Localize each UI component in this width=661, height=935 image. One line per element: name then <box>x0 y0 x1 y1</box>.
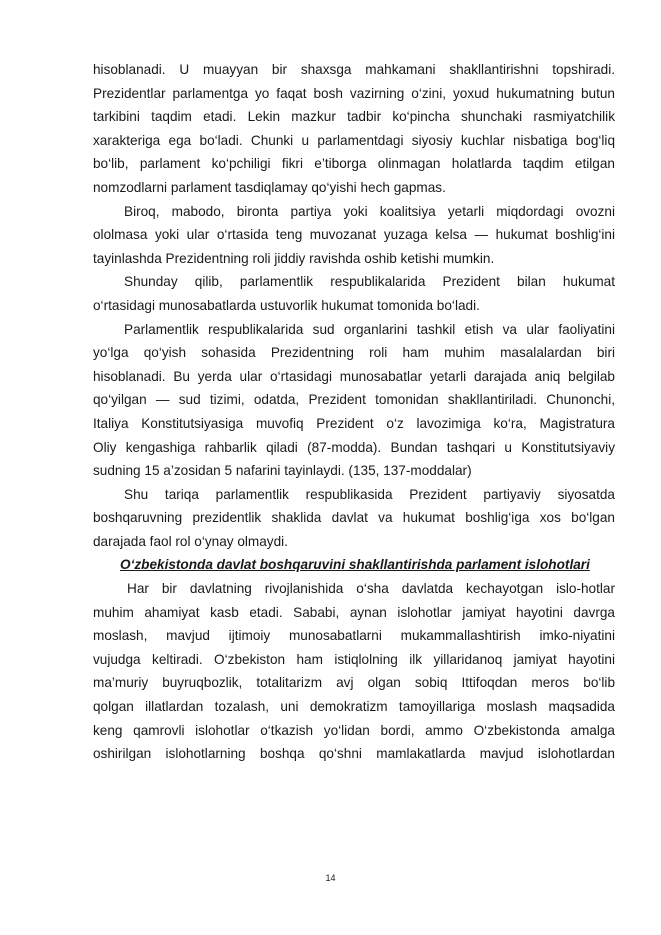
body-text <box>93 58 615 766</box>
text-line: sudning 15 a’zosidan 5 nafarini tayinlaydi. (135, 137-moddalar) <box>93 463 472 479</box>
page-number: 14 <box>325 873 336 883</box>
text-line: qo‘yilgan — sud tizimi, odatda, Prezident tomonidan shakllantiriladi. Chunonchi, <box>93 392 615 408</box>
text-line: Italiya Konstitutsiyasiga muvofiq Prezident o‘z lavozimiga ko‘ra, Magistratura <box>93 415 615 431</box>
text-line: moslash, mavjud ijtimoiy munosabatlarni mukammallashtirish imko-niyatini <box>93 628 615 644</box>
text-line: Shunday qilib, parlamentlik respublikalarida Prezident bilan hukumat <box>124 274 615 290</box>
text-line: keng qamrovli islohotlar o‘tkazish yo‘lidan bordi, ammo O‘zbekistonda amalga <box>93 722 615 738</box>
text-line: boshqaruvning prezidentlik shaklida davlat va hukumat boshlig‘iga xos bo‘lgan <box>93 510 615 526</box>
text-line: o‘rtasidagi munosabatlarda ustuvorlik hukumat tomonida bo‘ladi. <box>93 297 480 313</box>
text-line: hisoblanadi. Bu yerda ular o‘rtasidagi munosabatlar yetarli darajada aniq belgilab <box>93 368 615 384</box>
text-line: bo‘lib, parlament ko‘pchiligi fikri e’tiborga olinmagan holatlarda taqdim etilgan <box>93 156 615 172</box>
text-line: muhim ahamiyat kasb etadi. Sababi, aynan islohotlar jamiyat hayotini davrga <box>93 604 615 620</box>
text-line: nomzodlarni parlament tasdiqlamay qo‘yishi hech gapmas. <box>93 179 446 195</box>
text-line: Har bir davlatning rivojlanishida o‘sha davlatda kechayotgan islo-hotlar <box>127 581 615 597</box>
text-line: Shu tariqa parlamentlik respublikasida Prezident partiyaviy siyosatda <box>124 486 615 502</box>
text-line: Parlamentlik respublikalarida sud organlarini tashkil etish va ular faoliyatini <box>124 321 615 337</box>
text-line: tayinlashda Prezidentning roli jiddiy ravishda oshib ketishi mumkin. <box>93 250 495 266</box>
text-line: oshirilgan islohotlarning boshqa qo‘shni mamlakatlarda mavjud islohotlardan <box>93 746 615 762</box>
text-line: xarakteriga ega bo‘ladi. Chunki u parlamentdagi siyosiy kuchlar nisbatiga bog‘liq <box>93 132 615 148</box>
text-line: vujudga keltiradi. O‘zbekiston ham istiqlolning ilk yillaridanoq jamiyat hayotini <box>93 651 615 667</box>
text-line: darajada faol rol o‘ynay olmaydi. <box>93 533 288 549</box>
text-line: tarkibini taqdim etadi. Lekin mazkur tadbir ko‘pincha shunchaki rasmiyatchilik <box>93 109 615 125</box>
text-line: ololmasa yoki ular o‘rtasida teng muvozanat yuzaga kelsa — hukumat boshlig‘ini <box>93 227 615 243</box>
text-line: ma’muriy buyruqbozlik, totalitarizm avj olgan sobiq Ittifoqdan meros bo‘lib <box>93 675 615 691</box>
text-line: Biroq, mabodo, bironta partiya yoki koalitsiya yetarli miqdordagi ovozni <box>124 203 615 219</box>
section-heading: O‘zbekistonda davlat boshqaruvini shakllantirishda parlament islohotlari <box>120 557 590 573</box>
text-line: qolgan illatlardan tozalash, uni demokratizm tamoyillariga moslash maqsadida <box>93 699 615 715</box>
text-line: Prezidentlar parlamentga yo faqat bosh vazirning o‘zini, yoxud hukumatning butun <box>93 85 615 101</box>
text-line: Oliy kengashiga rahbarlik qiladi (87-modda). Bundan tashqari u Konstitutsiyaviy <box>93 439 615 455</box>
text-line: hisoblanadi. U muayyan bir shaxsga mahkamani shakllantirishni topshiradi. <box>93 62 615 77</box>
text-line: yo‘lga qo‘yish sohasida Prezidentning roli ham muhim masalalardan biri <box>93 345 615 361</box>
